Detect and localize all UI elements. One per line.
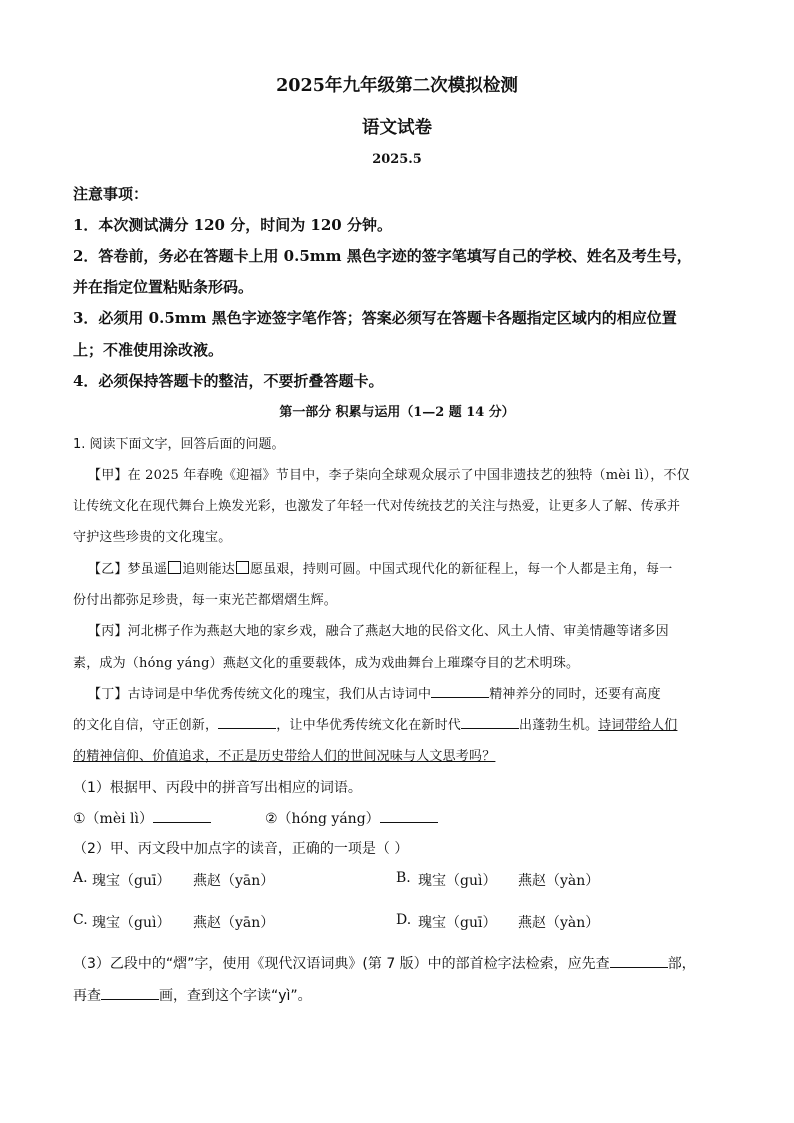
option-b-word1: 瑰宝（guì）: [418, 873, 497, 889]
option-a-word2: 燕赵（yān）: [193, 873, 275, 889]
subquestion-text: 画，查到这个字读“yì”。: [159, 988, 312, 1004]
subquestion-text: 部，: [667, 956, 696, 972]
subquestion-3-line: [73, 985, 312, 1005]
answer-blank[interactable]: [461, 714, 519, 729]
passage-yi-line: [88, 558, 672, 577]
subquestion-3-line: [73, 953, 696, 973]
passage-yi-line: 份付出都弥足珍贵，每一束光芒都熠熠生辉。: [73, 593, 338, 608]
passage-ding-text: 【丁】古诗词是中华优秀传统文化的瑰宝，我们从古诗词中: [88, 687, 432, 702]
punctuation-box: [236, 561, 249, 574]
note-item: 并在指定位置粘贴条形码。: [73, 278, 254, 296]
answer-blank[interactable]: [610, 953, 668, 968]
punctuation-box: [168, 561, 181, 574]
passage-bing-line: 素，成为（hóng yáng）燕赵文化的重要载体，成为戏曲舞台上璀璨夺目的艺术明珠。: [73, 656, 580, 671]
passage-yi-text: 追则能达: [182, 562, 236, 577]
note-item: 2．答卷前，务必在答题卡上用 0.5mm 黑色字迹的签字笔填写自己的学校、姓名及考生号，: [73, 247, 692, 265]
question-stem: 1. 阅读下面文字，回答后面的问题。: [73, 437, 285, 452]
passage-ding-text: 精神养分的同时，还要有高度: [489, 687, 661, 702]
notes-heading: 注意事项：: [73, 185, 149, 203]
subquestion-text: （3）乙段中的“熠”字，使用《现代汉语词典》(第 7 版）中的部首检字法检索，应先查: [73, 956, 610, 972]
pinyin-label: ①（mèi lì）: [73, 811, 153, 827]
passage-ding-text: 的文化自信，守正创新，: [73, 718, 219, 733]
pinyin-label: ②（hóng yáng）: [265, 811, 380, 827]
option-c-word2: 燕赵（yān）: [193, 915, 275, 931]
passage-jia-line: 守护这些珍贵的文化瑰宝。: [73, 530, 232, 545]
option-a-word1: 瑰宝（guī）: [92, 873, 171, 889]
passage-jia-line: 让传统文化在现代舞台上焕发光彩，也激发了年轻一代对传统技艺的关注与热爱，让更多人了解、传承并: [73, 499, 681, 514]
answer-blank[interactable]: [218, 714, 276, 729]
option-c-label[interactable]: C.: [73, 912, 88, 928]
option-d-label[interactable]: D.: [396, 912, 412, 928]
subquestion-stem: （1）根据甲、丙段中的拼音写出相应的词语。: [73, 780, 362, 796]
passage-ding-text: ，让中华优秀传统文化在新时代: [276, 718, 462, 733]
section-title: 第一部分 积累与运用（1—2 题 14 分）: [279, 405, 515, 420]
note-item: 4．必须保持答题卡的整洁，不要折叠答题卡。: [73, 372, 384, 390]
underlined-sentence: 诗词带给人们: [598, 718, 678, 733]
passage-ding-line: [88, 683, 661, 702]
passage-jia-line: 【甲】在 2025 年春晚《迎福》节目中，李子柒向全球观众展示了中国非遗技艺的独特（mèi lì），不仅: [88, 468, 690, 483]
answer-blank[interactable]: [380, 808, 438, 823]
option-d-word1: 瑰宝（guī）: [418, 915, 497, 931]
passage-yi-text: 【乙】梦虽遥: [88, 562, 168, 577]
pinyin-item-a: [73, 808, 211, 828]
subquestion-stem: （2）甲、丙文段中加点字的读音，正确的一项是（ ）: [73, 841, 409, 857]
passage-ding-text: 出蓬勃生机。: [519, 718, 599, 733]
answer-blank[interactable]: [431, 683, 489, 698]
underlined-sentence: 的精神信仰、价值追求，不正是历史带给人们的世间况味与人文思考吗？: [73, 749, 496, 764]
option-c-word1: 瑰宝（guì）: [92, 915, 171, 931]
option-a-label[interactable]: A.: [73, 870, 88, 886]
exam-title: 2025年九年级第二次模拟检测: [276, 76, 518, 96]
passage-yi-text: 愿虽艰，持则可圆。中国式现代化的新征程上，每一个人都是主角，每一: [250, 562, 673, 577]
option-b-word2: 燕赵（yàn）: [518, 873, 600, 889]
note-item: 3．必须用 0.5mm 黑色字迹签字笔作答；答案必须写在答题卡各题指定区域内的相应位置: [73, 309, 677, 327]
subquestion-text: 再查: [73, 988, 101, 1004]
subject-title: 语文试卷: [361, 118, 433, 138]
note-item: 1．本次测试满分 120 分，时间为 120 分钟。: [73, 216, 392, 234]
exam-date: 2025.5: [372, 152, 422, 167]
option-b-label[interactable]: B.: [396, 870, 411, 886]
option-d-word2: 燕赵（yàn）: [518, 915, 600, 931]
passage-ding-line: [73, 714, 677, 733]
passage-bing-line: 【丙】河北梆子作为燕赵大地的家乡戏，融合了燕赵大地的民俗文化、风土人情、审美情趣等诸多因: [88, 624, 669, 639]
pinyin-item-b: [265, 808, 438, 828]
answer-blank[interactable]: [153, 808, 211, 823]
answer-blank[interactable]: [101, 985, 159, 1000]
note-item: 上；不准使用涂改液。: [73, 341, 224, 359]
